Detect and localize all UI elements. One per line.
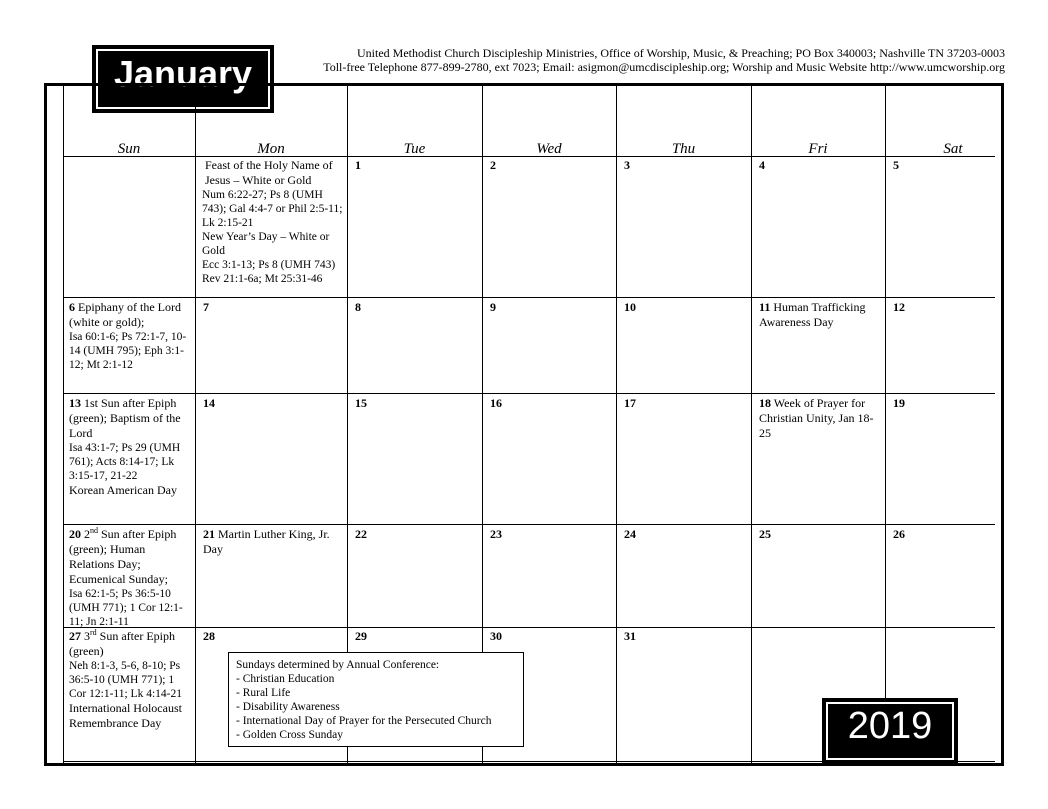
header-contact	[290, 46, 1005, 74]
date-7: 7	[203, 300, 209, 314]
date-6: 6	[69, 300, 75, 314]
grid-line	[63, 524, 995, 525]
month-title: January	[113, 53, 253, 94]
dayname-fri: Fri	[808, 141, 828, 157]
grid-line	[195, 86, 196, 766]
date-3: 3	[624, 158, 630, 172]
holocaust-remembrance-day: International Holocaust Remembrance Day	[69, 701, 182, 730]
ordinal-number: 3	[84, 629, 90, 643]
date-20: 20	[69, 527, 81, 541]
date-16: 16	[490, 396, 502, 410]
annual-conference-item: - Disability Awareness	[236, 701, 340, 713]
header-line-1: United Methodist Church Discipleship Ministries, Office of Worship, Music, & Preaching; PO Box 340003; Nashville TN 37203-0003	[357, 46, 1005, 60]
epiphany-readings: Isa 60:1-6; Ps 72:1-7, 10-14 (UMH 795); Eph 3:1-12; Mt 2:1-12	[69, 331, 187, 371]
new-years-readings: Ecc 3:1-13; Ps 8 (UMH 743) Rev 21:1-6a; Mt 25:31-46	[202, 259, 336, 285]
cell-fri-week3	[759, 396, 883, 441]
date-17: 17	[624, 396, 636, 410]
date-13: 13	[69, 396, 81, 410]
holy-name-readings: Num 6:22-27; Ps 8 (UMH 743); Gal 4:4-7 or Phil 2:5-11; Lk 2:15-21	[202, 189, 343, 229]
date-9: 9	[490, 300, 496, 314]
grid-line	[616, 86, 617, 766]
year-box	[822, 698, 958, 764]
dayname-wed: Wed	[536, 141, 562, 157]
date-24: 24	[624, 527, 636, 541]
date-25: 25	[759, 527, 771, 541]
annual-conference-item: - International Day of Prayer for the Persecuted Church	[236, 715, 492, 727]
date-8: 8	[355, 300, 361, 314]
mlk-day: Martin Luther King, Jr. Day	[203, 527, 330, 556]
date-28: 28	[203, 629, 215, 643]
date-2: 2	[490, 158, 496, 172]
cell-mon-week1	[202, 158, 344, 286]
grid-line	[63, 627, 995, 628]
date-26: 26	[893, 527, 905, 541]
third-sun-readings: Neh 8:1-3, 5-6, 8-10; Ps 36:5-10 (UMH 771); 1 Cor 12:1-11; Lk 4:14-21	[69, 660, 182, 700]
dayname-tue: Tue	[403, 141, 426, 157]
annual-conference-item: - Golden Cross Sunday	[236, 729, 344, 741]
prayer-unity-week: Week of Prayer for Christian Unity, Jan 18-25	[759, 396, 874, 440]
grid-line	[751, 86, 752, 766]
date-4: 4	[759, 158, 765, 172]
date-29: 29	[355, 629, 367, 643]
ordinal-number: 2	[84, 527, 90, 541]
date-18: 18	[759, 396, 771, 410]
header-line-2: Toll-free Telephone 877-899-2780, ext 7023; Email: asigmon@umcdiscipleship.org; Worship and Music Website http://www.umcworship.org	[323, 60, 1005, 74]
date-1: 1	[355, 158, 361, 172]
new-years-day: New Year’s Day – White or Gold	[202, 231, 330, 257]
annual-conference-box	[228, 652, 524, 747]
cell-sun-week2	[69, 300, 192, 372]
cell-mon-week4	[203, 527, 345, 557]
date-15: 15	[355, 396, 367, 410]
second-sun-readings: Isa 62:1-5; Ps 36:5-10 (UMH 771); 1 Cor 12:1-11; Jn 2:1-11	[69, 588, 183, 628]
third-sun-title: Sun after Epiph (green)	[69, 629, 175, 658]
date-19: 19	[893, 396, 905, 410]
baptism-title: 1st Sun after Epiph (green); Baptism of the Lord	[69, 396, 181, 440]
dayname-sat: Sat	[943, 141, 963, 157]
dayname-mon: Mon	[257, 141, 285, 157]
cell-fri-week2	[759, 300, 883, 330]
dayname-sun: Sun	[117, 141, 141, 157]
date-10: 10	[624, 300, 636, 314]
cell-sun-week4	[69, 527, 192, 629]
date-5: 5	[893, 158, 899, 172]
date-23: 23	[490, 527, 502, 541]
cell-sun-week5	[69, 629, 192, 731]
grid-line	[63, 297, 995, 298]
cell-sun-week3	[69, 396, 192, 498]
date-11: 11	[759, 300, 771, 314]
trafficking-day: Human Trafficking Awareness Day	[759, 300, 866, 329]
ordinal-suffix: nd	[90, 526, 98, 535]
date-22: 22	[355, 527, 367, 541]
date-30: 30	[490, 629, 502, 643]
epiphany-title: Epiphany of the Lord (white or gold);	[69, 300, 181, 329]
dayname-thu: Thu	[671, 141, 696, 157]
date-27: 27	[69, 629, 81, 643]
korean-american-day: Korean American Day	[69, 483, 177, 497]
baptism-readings: Isa 43:1-7; Ps 29 (UMH 761); Acts 8:14-17; Lk 3:15-17, 21-22	[69, 442, 181, 482]
year-label: 2019	[847, 705, 933, 747]
grid-line	[63, 86, 64, 766]
annual-conference-item: - Christian Education	[236, 673, 335, 685]
date-31: 31	[624, 629, 636, 643]
holy-name-feast: Feast of the Holy Name of Jesus – White or Gold	[205, 158, 333, 187]
grid-line	[63, 393, 995, 394]
date-12: 12	[893, 300, 905, 314]
second-sun-title: Sun after Epiph (green); Human Relations Day; Ecumenical Sunday;	[69, 527, 177, 586]
ordinal-suffix: rd	[90, 628, 97, 637]
grid-line	[885, 86, 886, 766]
date-21: 21	[203, 527, 215, 541]
annual-conference-title: Sundays determined by Annual Conference:	[236, 659, 440, 671]
annual-conference-item: - Rural Life	[236, 687, 291, 699]
date-14: 14	[203, 396, 215, 410]
